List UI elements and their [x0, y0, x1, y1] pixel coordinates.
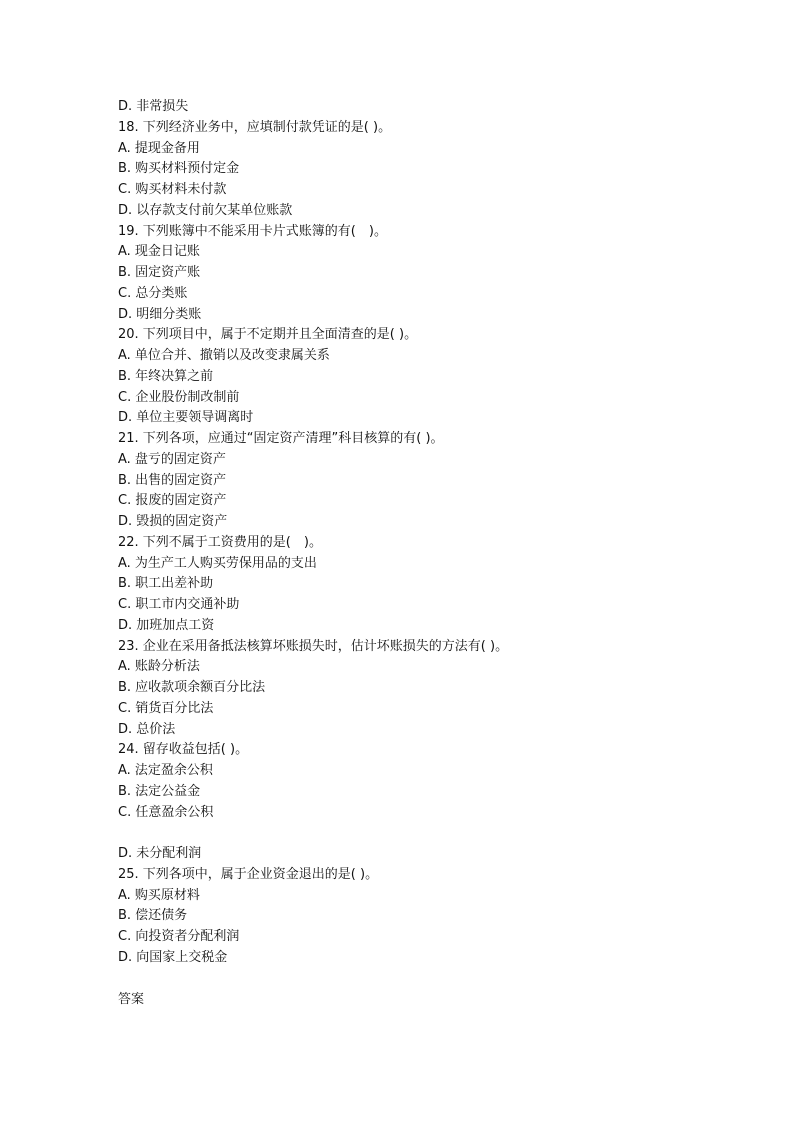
option-line: A. 账龄分析法: [118, 659, 200, 675]
option-line: C. 购买材料未付款: [118, 182, 227, 197]
option-line: D. 加班加点工资: [118, 617, 215, 633]
option-line: A. 法定盈余公积: [118, 763, 213, 778]
option-line: D. 未分配利润: [118, 846, 202, 861]
option-line: B. 应收款项余额百分比法: [118, 680, 266, 695]
option-line: B. 购买材料预付定金: [118, 161, 240, 177]
option-line: D. 明细分类账: [118, 306, 202, 322]
option-line: B. 偿还债务: [118, 908, 188, 924]
question-content: [118, 97, 718, 1010]
option-line: D. 非常损失: [118, 99, 189, 114]
blank-line: [118, 823, 718, 844]
option-line: B. 法定公益金: [118, 783, 201, 799]
option-line: A. 现金日记账: [118, 244, 200, 260]
option-line: A. 购买原材料: [118, 887, 200, 903]
option-line: B. 职工出差补助: [118, 576, 214, 592]
option-line: C. 职工市内交通补助: [118, 597, 240, 612]
option-line: B. 固定资产账: [118, 265, 201, 280]
option-line: C. 报废的固定资产: [118, 493, 227, 509]
option-line: C. 向投资者分配利润: [118, 929, 240, 944]
option-line: D. 总价法: [118, 721, 176, 737]
option-line: C. 任意盈余公积: [118, 804, 214, 820]
option-line: B. 年终决算之前: [118, 368, 214, 384]
question-22: 22. 下列不属于工资费用的是( )。: [118, 534, 322, 550]
question-23: 23. 企业在采用备抵法核算坏账损失时，估计坏账损失的方法有( )。: [118, 638, 509, 654]
option-line: B. 出售的固定资产: [118, 472, 227, 488]
option-line: D. 单位主要领导调离时: [118, 410, 254, 426]
option-line: D. 毁损的固定资产: [118, 514, 228, 529]
option-line: C. 企业股份制改制前: [118, 389, 240, 405]
question-20: 20. 下列项目中，属于不定期并且全面清查的是( )。: [118, 327, 418, 343]
option-line: D. 向国家上交税金: [118, 949, 228, 965]
answer-heading: 答案: [118, 991, 145, 1007]
option-line: D. 以存款支付前欠某单位账款: [118, 202, 293, 218]
option-line: A. 为生产工人购买劳保用品的支出: [118, 555, 317, 571]
option-line: C. 销货百分比法: [118, 700, 214, 716]
question-25: 25. 下列各项中，属于企业资金退出的是( )。: [118, 866, 379, 882]
option-line: A. 提现金备用: [118, 140, 200, 156]
question-24: 24. 留存收益包括( )。: [118, 742, 249, 758]
question-19: 19. 下列账簿中不能采用卡片式账簿的有( )。: [118, 223, 387, 239]
option-line: A. 盘亏的固定资产: [118, 451, 226, 467]
option-line: C. 总分类账: [118, 285, 188, 301]
question-21: 21. 下列各项，应通过“固定资产清理”科目核算的有( )。: [118, 431, 444, 446]
option-line: A. 单位合并、撤销以及改变隶属关系: [118, 348, 330, 363]
question-18: 18. 下列经济业务中，应填制付款凭证的是( )。: [118, 119, 392, 135]
